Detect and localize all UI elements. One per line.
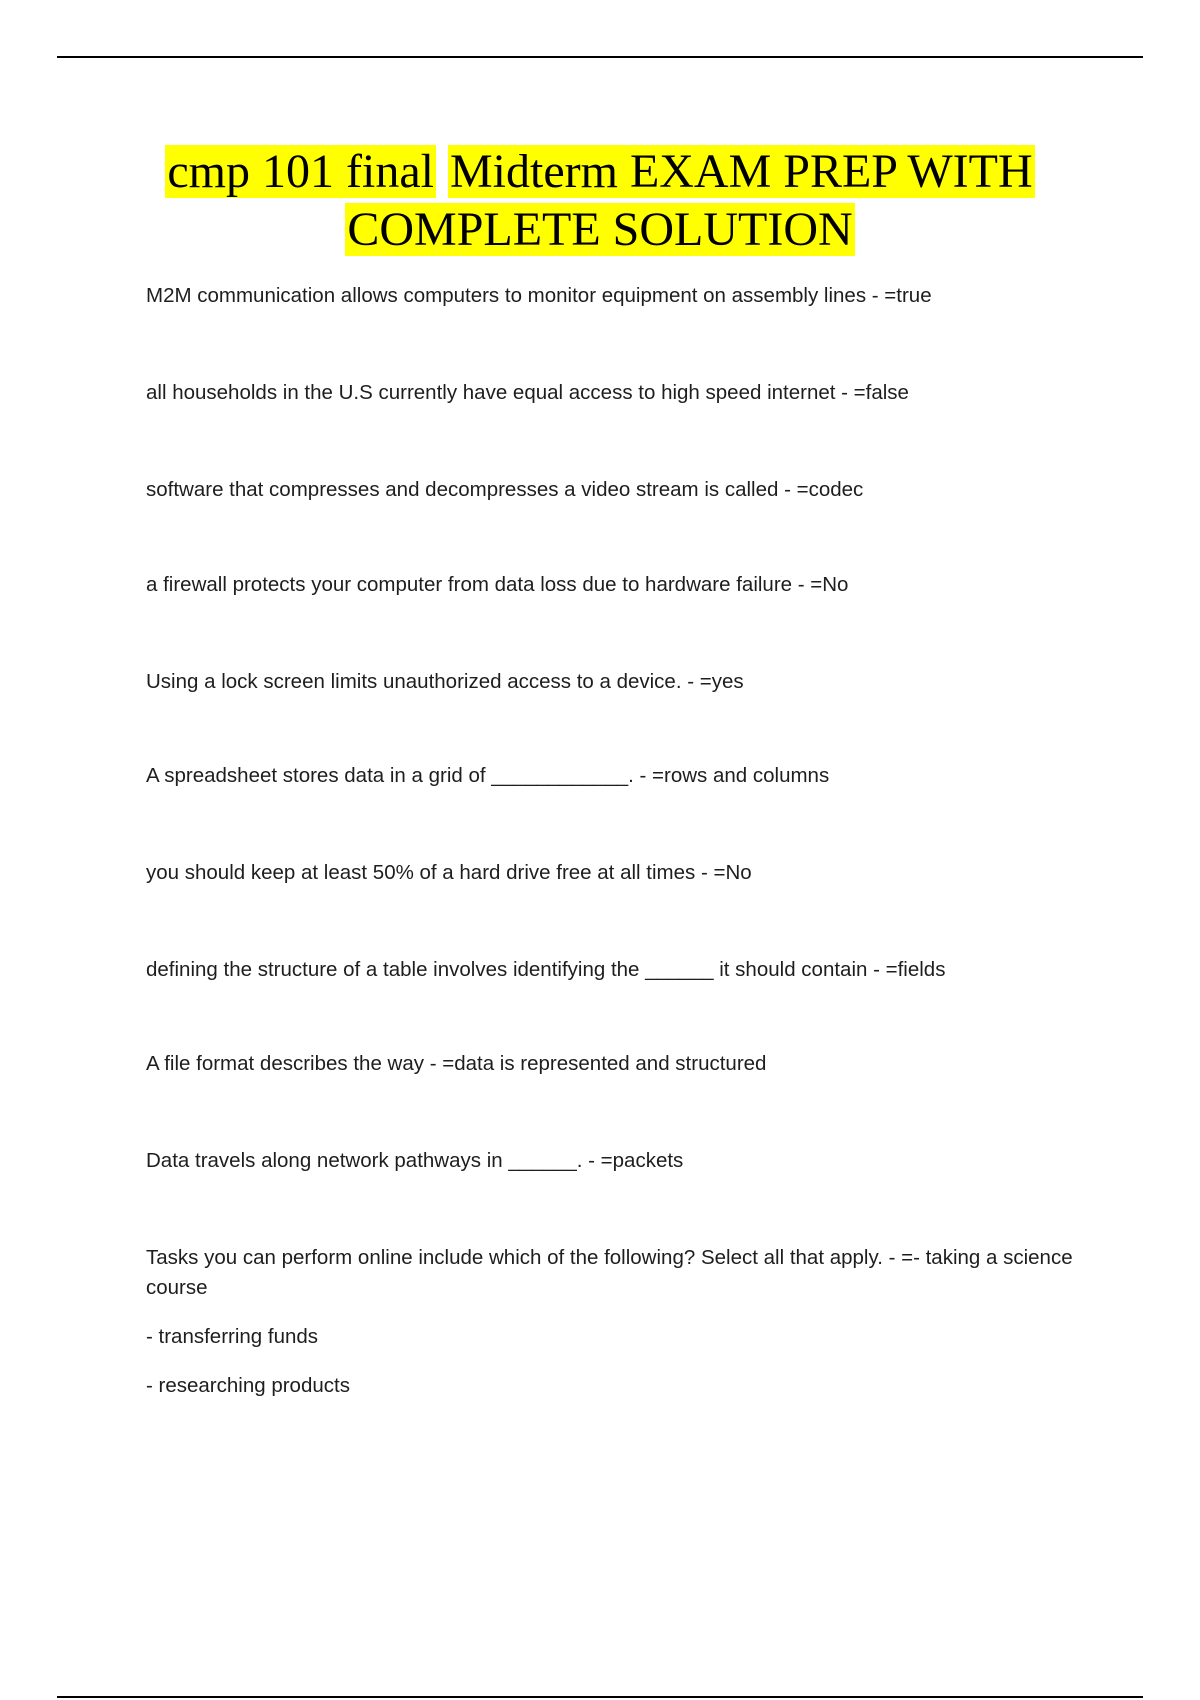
qa-item-10: Data travels along network pathways in ______. - =packets bbox=[146, 1149, 684, 1172]
title-highlight-3: COMPLETE SOLUTION bbox=[347, 203, 853, 256]
qa-sub-item-1: - transferring funds bbox=[146, 1325, 319, 1348]
qa-item-4: a firewall protects your computer from data loss due to hardware failure - =No bbox=[146, 573, 849, 596]
qa-item-9: A file format describes the way - =data is represented and structured bbox=[146, 1052, 767, 1075]
qa-item-6: A spreadsheet stores data in a grid of ____________. - =rows and columns bbox=[146, 764, 830, 787]
qa-item-7: you should keep at least 50% of a hard drive free at all times - =No bbox=[146, 861, 752, 884]
qa-item-3: software that compresses and decompresses a video stream is called - =codec bbox=[146, 478, 864, 501]
title-highlight-2: Midterm EXAM PREP WITH bbox=[449, 145, 1033, 198]
qa-item-8: defining the structure of a table involves identifying the ______ it should contain - =fields bbox=[146, 958, 946, 981]
qa-item-2: all households in the U.S currently have equal access to high speed internet - =false bbox=[146, 381, 909, 404]
qa-item-11: Tasks you can perform online include which of the following? Select all that apply. - =- taking a science course bbox=[146, 1246, 1073, 1299]
qa-sub-item-2: - researching products bbox=[146, 1374, 350, 1397]
top-rule bbox=[57, 56, 1143, 58]
qa-item-5: Using a lock screen limits unauthorized access to a device. - =yes bbox=[146, 670, 744, 693]
bottom-rule bbox=[57, 1696, 1143, 1698]
document-title bbox=[100, 143, 1100, 259]
title-highlight-1: cmp 101 final bbox=[167, 145, 434, 198]
qa-item-1: M2M communication allows computers to monitor equipment on assembly lines - =true bbox=[146, 284, 932, 307]
